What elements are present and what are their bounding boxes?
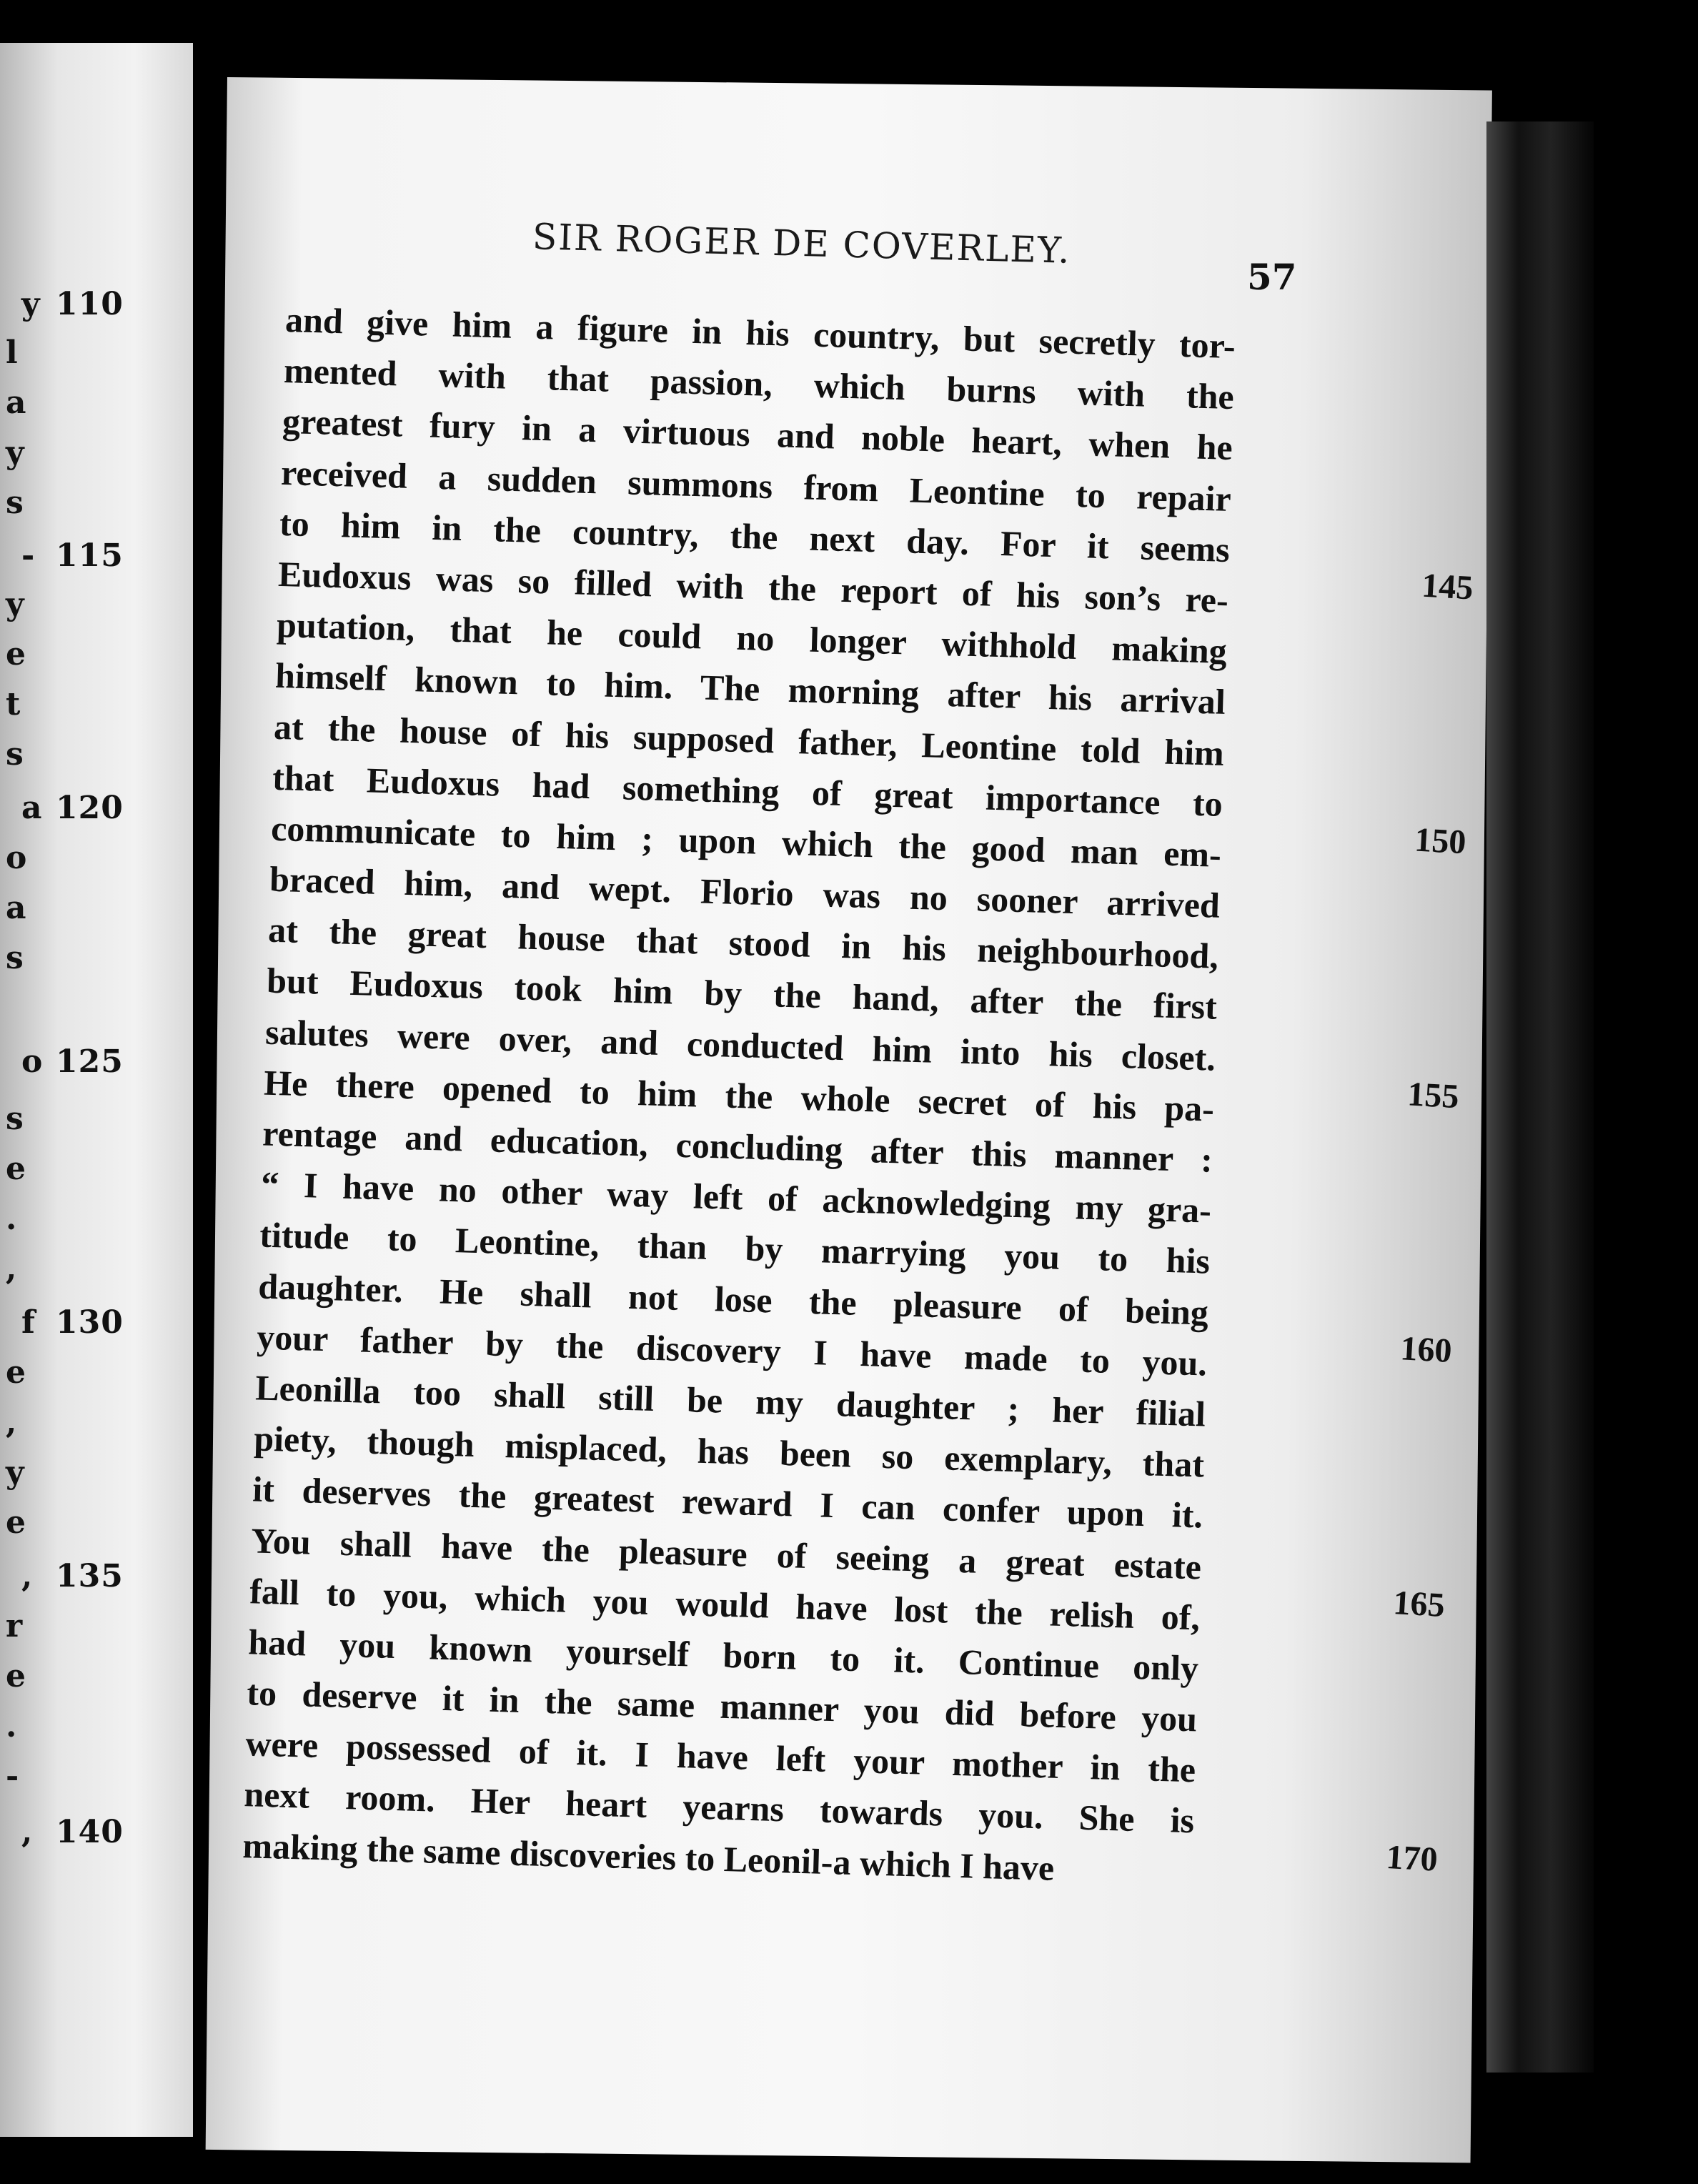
left-line-number: , 140 xyxy=(21,1814,124,1850)
left-line-number: y 110 xyxy=(21,286,124,322)
left-fragment: , xyxy=(6,1404,17,1441)
text-line: rentage and education, concluding after this manner : xyxy=(262,1113,1213,1180)
text-line: titude to Leontine, than by marrying you to his xyxy=(259,1214,1211,1281)
text-line: himself known to him. The morning after his arrival xyxy=(274,655,1226,723)
left-fragment: - xyxy=(6,1758,19,1795)
line-number: 155 xyxy=(1406,1075,1460,1116)
left-fragment: o xyxy=(6,840,27,876)
line-number: 160 xyxy=(1399,1329,1453,1371)
left-line-number: f 130 xyxy=(21,1304,124,1341)
left-fragment: e xyxy=(6,1151,26,1187)
left-fragment: a xyxy=(6,890,26,926)
left-fragment: s xyxy=(6,940,24,976)
text-line: braced him, and wept. Florio was no sooner arrived xyxy=(269,858,1221,925)
text-line: and give him a figure in his country, but secretly tor- xyxy=(284,299,1236,367)
text-line: but Eudoxus took him by the hand, after the first xyxy=(266,961,1218,1028)
text-line: next room. Her heart yearns towards you. She is xyxy=(243,1774,1195,1841)
text-line: to deserve it in the same manner you did before you xyxy=(246,1672,1198,1739)
left-fragment: t xyxy=(6,686,21,723)
text-line: fall to you, which you would have lost the relish of, xyxy=(249,1570,1201,1638)
text-line: mented with that passion, which burns with the xyxy=(283,350,1235,417)
text-line: putation, that he could no longer withhold making xyxy=(276,604,1228,672)
text-line: were possessed of it. I have left your mother in the xyxy=(244,1723,1196,1790)
left-fragment: r xyxy=(6,1608,23,1644)
text-line: at the great house that stood in his neighbourhood, xyxy=(267,909,1219,977)
text-line: Eudoxus was so filled with the report of his son’s re- xyxy=(277,553,1229,620)
left-fragment: . xyxy=(6,1708,17,1744)
text-line: had you known yourself born to it. Continue only xyxy=(247,1622,1199,1689)
line-number: 165 xyxy=(1392,1584,1446,1624)
text-line: your father by the discovery I have made to you. xyxy=(256,1316,1208,1384)
left-fragment: , xyxy=(6,1251,17,1287)
text-line: greatest fury in a virtuous and noble heart, when he xyxy=(282,401,1233,468)
left-fragment: y xyxy=(6,1454,24,1491)
left-line-number: o 125 xyxy=(21,1043,124,1080)
left-fragment: s xyxy=(6,1101,24,1137)
text-line: at the house of his supposed father, Leontine told him xyxy=(273,706,1225,773)
text-line: that Eudoxus had something of great importance to xyxy=(272,757,1223,824)
left-fragment: s xyxy=(6,736,24,773)
left-fragment: e xyxy=(6,636,26,672)
text-line: piety, though misplaced, has been so exemplary, that xyxy=(253,1418,1205,1485)
text-line: You shall have the pleasure of seeing a great estate xyxy=(250,1519,1202,1587)
left-fragment: . xyxy=(6,1201,17,1237)
text-line: to him in the country, the next day. For it seems xyxy=(279,502,1231,570)
left-fragment: l xyxy=(6,334,18,371)
left-fragment: y xyxy=(6,435,24,471)
left-fragment: s xyxy=(6,485,24,521)
text-line: “ I have no other way left of acknowledging my gra- xyxy=(260,1163,1212,1231)
line-number: 150 xyxy=(1414,820,1467,862)
left-line-number: a 120 xyxy=(21,790,124,826)
left-line-number: - 115 xyxy=(21,537,124,574)
text-line: He there opened to him the whole secret of his pa- xyxy=(263,1062,1215,1129)
left-fragment: e xyxy=(6,1354,26,1391)
page-number: 57 xyxy=(1247,256,1297,298)
text-line: received a sudden summons from Leontine to repair xyxy=(280,452,1232,519)
text-line: salutes were over, and conducted him into his closet. xyxy=(264,1011,1216,1078)
running-head: SIR ROGER DE COVERLEY. xyxy=(532,216,1072,272)
text-line: Leonilla too shall still be my daughter ; her filial xyxy=(254,1367,1206,1434)
text-line: daughter. He shall not lose the pleasure of being xyxy=(257,1266,1209,1333)
left-fragment: e xyxy=(6,1504,26,1541)
text-line: communicate to him ; upon which the good man em- xyxy=(270,808,1222,875)
text-line: it deserves the greatest reward I can confer upon it. xyxy=(252,1469,1203,1536)
text-line: making the same discoveries to Leonil-a which I have xyxy=(242,1825,1055,1888)
line-number: 145 xyxy=(1420,566,1474,607)
page-edge-shadow xyxy=(1486,121,1594,2073)
left-line-number: , 135 xyxy=(21,1558,124,1594)
line-number: 170 xyxy=(1385,1837,1439,1879)
body-text xyxy=(242,299,1474,1902)
left-fragment: y xyxy=(6,586,24,622)
left-fragment: a xyxy=(6,384,26,421)
left-fragment: e xyxy=(6,1658,26,1694)
previous-page xyxy=(0,43,193,2137)
